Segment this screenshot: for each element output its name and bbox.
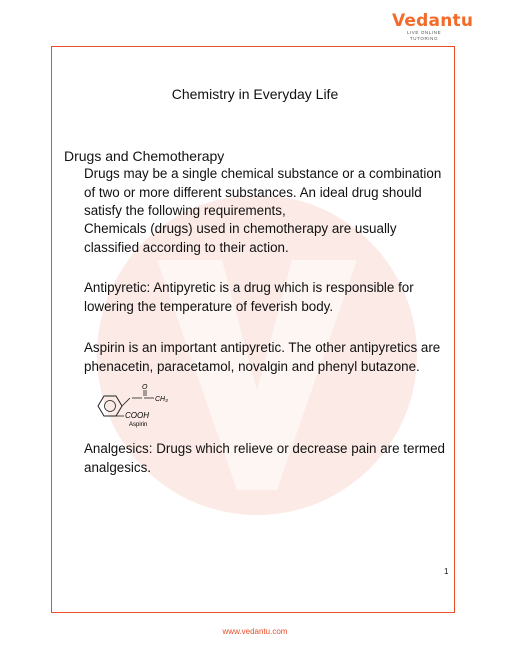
page-number: 1 bbox=[444, 567, 449, 576]
aspirin-label: Aspirin bbox=[129, 422, 148, 428]
paragraph-antipyretic: Antipyretic: Antipyretic is a drug which is responsible for lowering the temperature of feverish body. bbox=[84, 280, 414, 314]
paragraph-chemotherapy: Chemicals (drugs) used in chemotherapy are usually classified according to their action. bbox=[84, 221, 397, 255]
paragraph-drugs-definition: Drugs may be a single chemical substance or a combination of two or more different substances. An ideal drug should satisfy the following requirements, bbox=[84, 166, 442, 218]
logo-brand: Vedantu bbox=[392, 11, 474, 31]
logo-tagline: LIVE ONLINE TUTORING bbox=[406, 30, 442, 41]
vedantu-logo bbox=[392, 11, 474, 42]
section-heading: Drugs and Chemotherapy bbox=[64, 148, 225, 164]
aspirin-structure bbox=[92, 382, 182, 428]
paragraph-analgesics: Analgesics: Drugs which relieve or decrease pain are termed analgesics. bbox=[84, 441, 445, 475]
cooh-label: COOH bbox=[125, 411, 149, 420]
page-title: Chemistry in Everyday Life bbox=[171, 86, 339, 102]
paragraph-aspirin: Aspirin is an important antipyretic. The other antipyretics are phenacetin, paracetamol, novalgin and phenyl butazone. bbox=[84, 340, 441, 374]
footer-url[interactable]: www.vedantu.com bbox=[222, 627, 288, 636]
oxygen-label: O bbox=[142, 384, 148, 391]
ch3-label: CH₃ bbox=[155, 396, 168, 403]
